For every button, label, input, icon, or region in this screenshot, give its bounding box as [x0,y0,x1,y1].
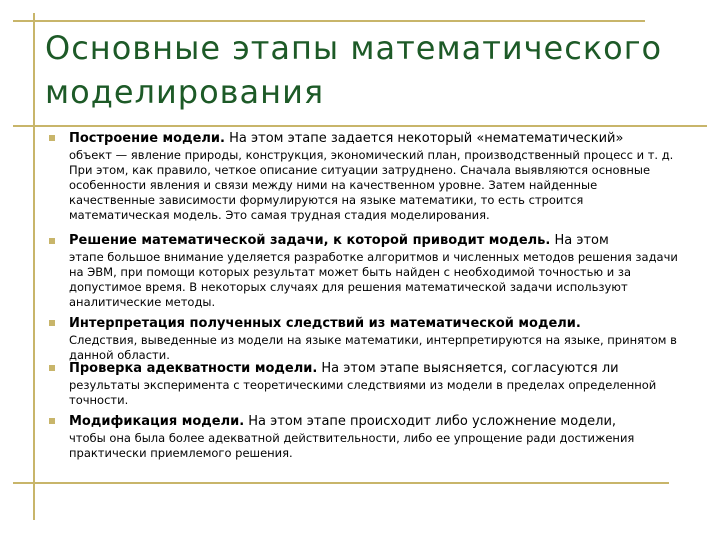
item-first-line [69,412,678,431]
item-text: этапе большое внимание уделяется разработке алгоритмов и численных методов решения задачи на ЭВМ, при помощи которых результат может быть найден с необходимой точностью и за допустимое время. В некоторых случаях для решения математической задачи используют аналитические методы. [69,250,678,309]
item-heading: Построение модели. [69,131,225,146]
item-first-line [69,231,678,250]
item-lead-text: На этом этапе выясняется, согласуются ли [317,361,619,376]
item-heading: Решение математической задачи, к которой приводит модель. [69,233,551,248]
list-item [48,314,678,362]
item-text: Следствия, выведенные из модели на языке математики, интерпретируются на языке, принятом в данной области. [69,333,677,362]
list-item [48,359,678,412]
slide-title: Основные этапы математического моделирования [45,29,663,111]
bullet-icon [49,365,55,371]
top-rule [13,20,645,22]
item-text: результаты эксперимента с теоретическими следствиями из модели в пределах определенной точности. [69,378,657,407]
bullet-icon [49,135,55,141]
item-heading: Проверка адекватности модели. [69,361,318,376]
item-first-line [69,359,678,378]
item-text: чтобы она была более адекватной действительности, либо ее упрощение ради достижения практически приемлемого решения. [69,431,635,460]
item-heading: Интерпретация полученных следствий из математической модели. [69,316,581,331]
item-heading: Модификация модели. [69,414,245,429]
bullet-icon [49,418,55,424]
item-first-line [69,314,678,333]
bullet-icon [49,320,55,326]
bullet-icon [49,238,55,244]
list-item [48,412,678,462]
bullet-list [48,129,678,462]
item-lead-text: На этом этапе происходит либо усложнение модели, [244,414,617,429]
item-first-line [69,129,678,148]
title-rule [13,125,707,127]
list-item [48,129,678,231]
item-text: объект — явление природы, конструкция, экономический план, производственный процесс и т. д. При этом, как правило, четкое описание ситуации затруднено. Сначала выявляются основные особенности явления и связи между ними на качественном уровне. Затем найденные качественные зависимости формулируются на языке математики, то есть строится математическая модель. Это самая трудная стадия моделирования. [69,148,674,222]
bottom-rule [13,482,669,484]
list-item [48,231,678,314]
item-lead-text: На этом [550,233,609,248]
item-lead-text: На этом этапе задается некоторый «нематематический» [224,131,624,146]
vertical-rule [33,13,35,520]
